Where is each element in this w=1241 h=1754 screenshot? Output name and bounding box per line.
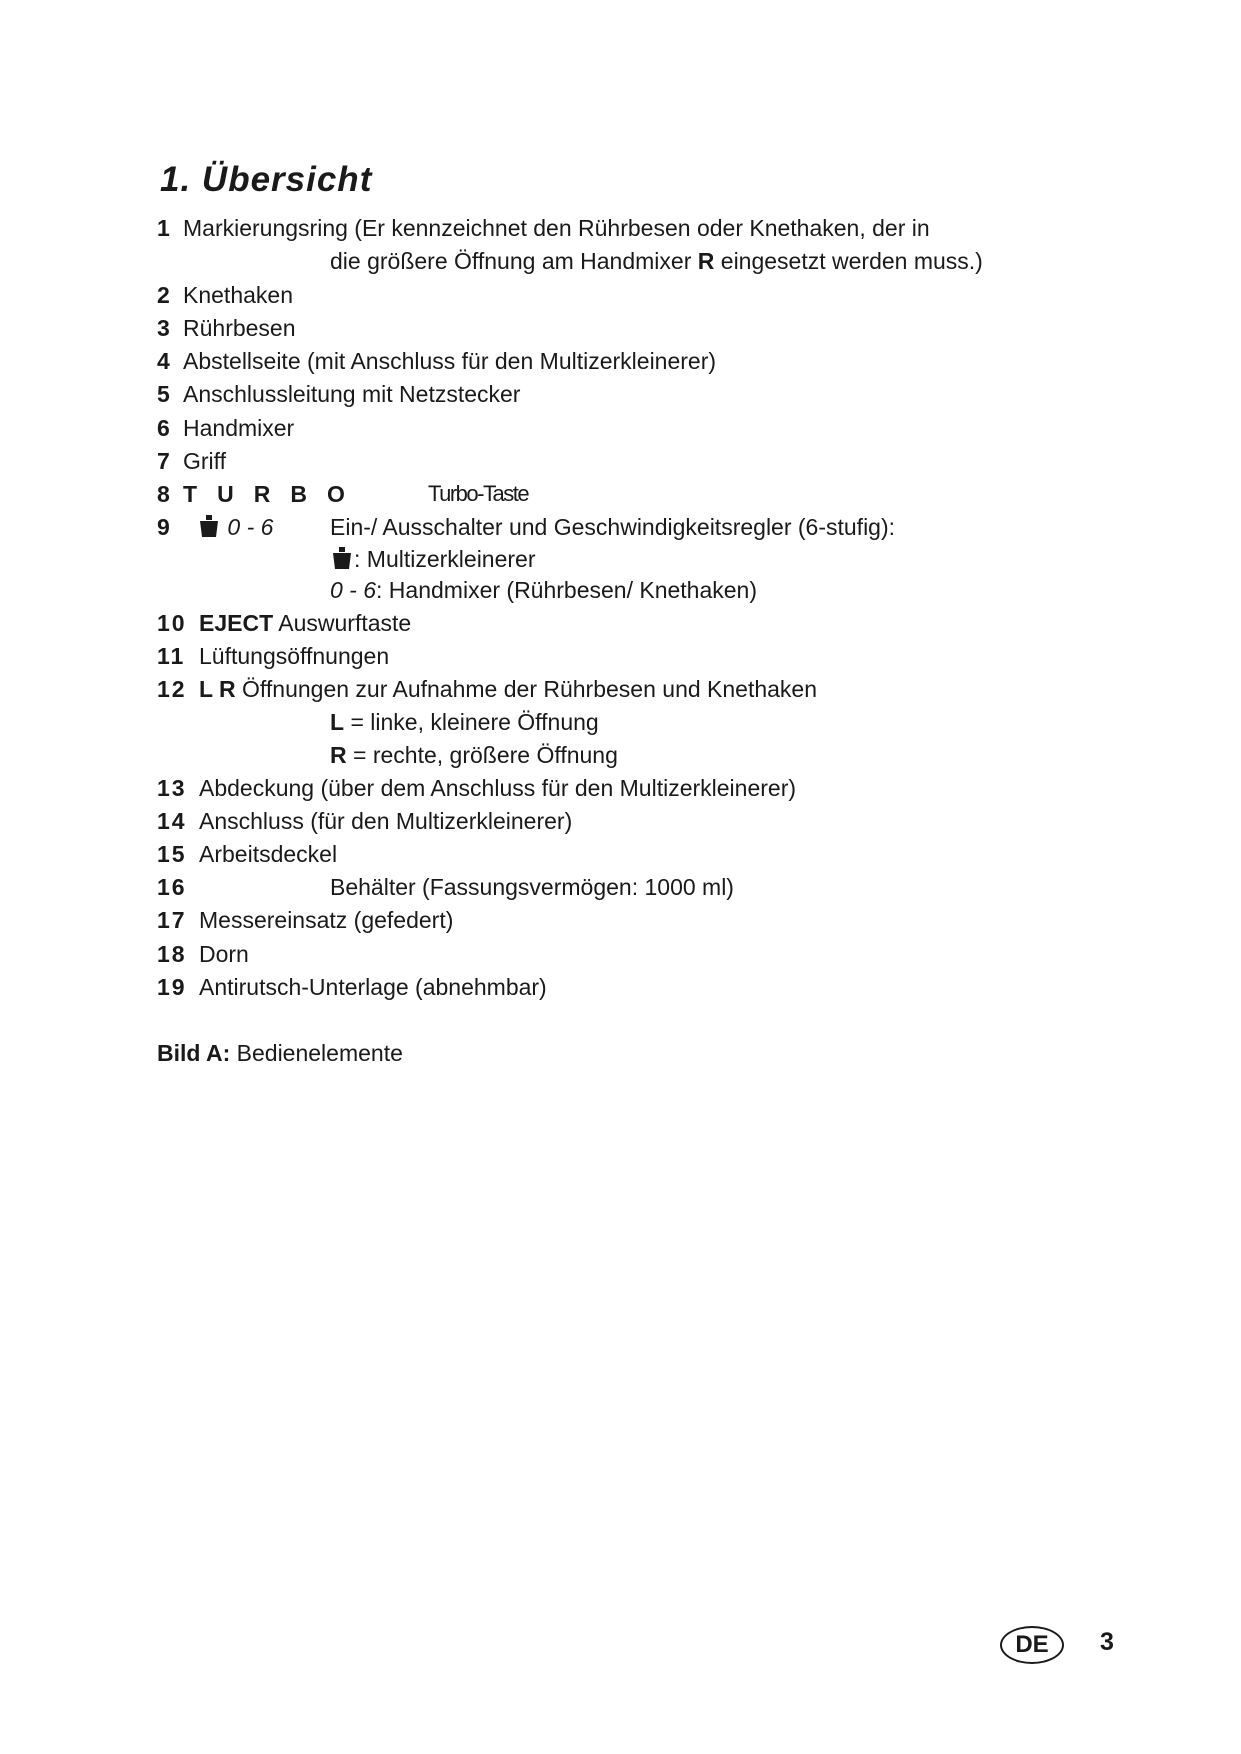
item-number: 1	[157, 215, 170, 241]
list-item	[157, 312, 296, 344]
list-item	[157, 938, 249, 970]
item-text: Anschluss (für den Multizerkleinerer)	[199, 808, 573, 834]
list-item	[157, 971, 547, 1003]
list-item	[157, 772, 796, 804]
item-text: = linke, kleinere Öffnung	[344, 709, 599, 735]
turbo-letter: R	[253, 481, 271, 507]
item-number: 17	[157, 907, 187, 933]
list-item	[157, 412, 294, 444]
item-number: 19	[157, 974, 187, 1000]
item-text: Ein-/ Ausschalter und Geschwindigkeitsregler (6-stufig):	[330, 514, 896, 540]
item-text: Anschlussleitung mit Netzstecker	[183, 381, 521, 407]
item-text: Turbo-Taste	[428, 481, 529, 506]
item-text: = rechte, größere Öffnung	[346, 742, 618, 768]
item-number: 15	[157, 841, 187, 867]
item-text: die größere Öffnung am Handmixer	[330, 248, 698, 274]
list-item	[157, 212, 930, 244]
item-label: L	[330, 709, 345, 735]
item-text: Auswurftaste	[273, 610, 412, 636]
item-text: Dorn	[199, 941, 249, 967]
item-text: Markierungsring (Er kennzeichnet den Rührbesen oder Knethaken, der in	[183, 215, 930, 241]
item-label: L R	[199, 676, 236, 702]
caption-text: Bedienelemente	[230, 1040, 403, 1066]
list-item	[157, 871, 734, 903]
list-item	[157, 478, 529, 510]
item-text: Arbeitsdeckel	[199, 841, 338, 867]
item-text: Lüftungsöffnungen	[199, 643, 390, 669]
chopper-icon	[197, 514, 221, 538]
item-text: Handmixer	[183, 415, 295, 441]
section-title: 1. Übersicht	[160, 160, 373, 199]
list-item	[157, 607, 411, 639]
list-item	[157, 673, 817, 705]
item-text: Knethaken	[183, 282, 293, 308]
item-number: 4	[157, 348, 170, 374]
item-label: R	[697, 248, 715, 274]
list-item	[157, 511, 896, 543]
item-number: 16	[157, 874, 187, 900]
item-text: : Multizerkleinerer	[354, 546, 536, 572]
item-number: 5	[157, 381, 170, 407]
item-number: 12	[157, 676, 187, 702]
language-badge: DE	[1000, 1626, 1064, 1664]
figure-caption	[157, 1040, 403, 1067]
item-text: Öffnungen zur Aufnahme der Rührbesen und Knethaken	[235, 676, 818, 702]
page-number: 3	[1100, 1628, 1114, 1656]
turbo-label	[183, 478, 365, 510]
item-number: 3	[157, 315, 170, 341]
item-text: : Handmixer (Rührbesen/ Knethaken)	[376, 577, 758, 603]
caption-label: Bild A:	[157, 1040, 231, 1066]
item-number: 7	[157, 448, 170, 474]
item-text: Messereinsatz (gefedert)	[199, 907, 454, 933]
list-item	[157, 378, 520, 410]
item-number: 11	[157, 643, 186, 669]
list-item	[157, 904, 453, 936]
speed-range: 0 - 6	[330, 577, 377, 603]
item-text: Behälter (Fassungsvermögen: 1000 ml)	[330, 874, 734, 900]
switch-symbol	[197, 511, 273, 543]
list-item	[157, 345, 716, 377]
item-number: 10	[157, 610, 187, 636]
speed-range: 0 - 6	[227, 514, 274, 540]
item-text: Abstellseite (mit Anschluss für den Multizerkleinerer)	[183, 348, 717, 374]
item-number: 9	[157, 514, 170, 540]
item-text: eingesetzt werden muss.)	[714, 248, 983, 274]
item-number: 2	[157, 282, 170, 308]
turbo-letter: B	[290, 481, 307, 507]
item-text: Antirutsch-Unterlage (abnehmbar)	[199, 974, 547, 1000]
turbo-letter: T	[183, 481, 198, 507]
list-item	[157, 279, 293, 311]
item-label: R	[330, 742, 347, 768]
item-number: 14	[157, 808, 187, 834]
item-number: 8	[157, 481, 170, 507]
item-text: Abdeckung (über dem Anschluss für den Multizerkleinerer)	[199, 775, 797, 801]
list-item	[157, 838, 337, 870]
list-item	[157, 805, 572, 837]
item-number: 13	[157, 775, 187, 801]
item-text: Griff	[183, 448, 227, 474]
turbo-letter: O	[326, 481, 345, 507]
turbo-letter: U	[217, 481, 234, 507]
item-text: Rührbesen	[183, 315, 296, 341]
chopper-icon	[330, 546, 354, 570]
list-item	[157, 640, 389, 672]
list-item	[157, 445, 226, 477]
item-number: 6	[157, 415, 170, 441]
item-label: EJECT	[199, 610, 274, 636]
item-number: 18	[157, 941, 187, 967]
